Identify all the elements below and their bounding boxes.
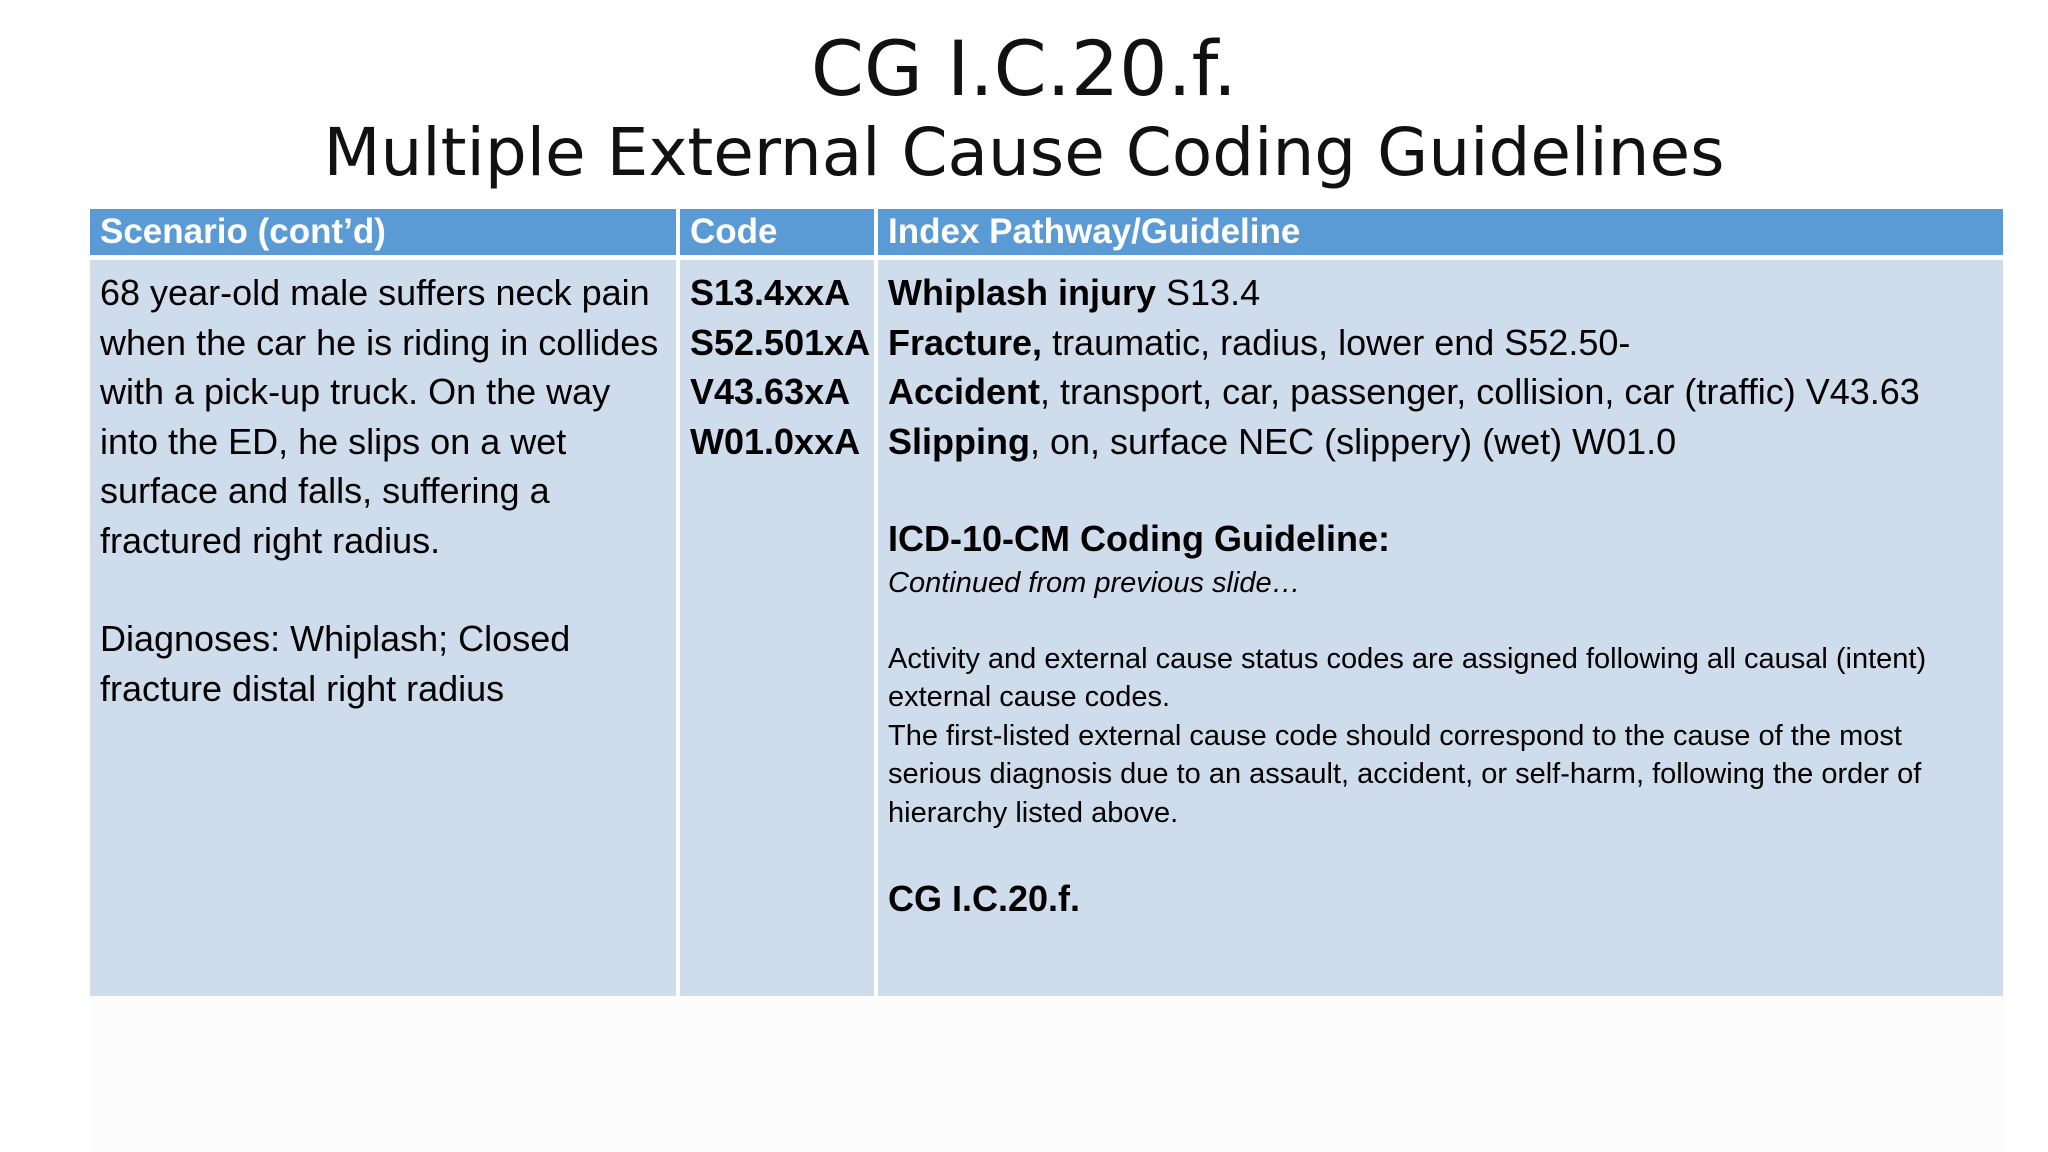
pathway-term: Fracture, — [888, 321, 1043, 363]
pathway-term: Accident — [888, 371, 1041, 412]
pathway-item — [888, 318, 1993, 368]
guideline-paragraph: Activity and external cause status codes are assigned following all causal (intent) external cause codes. — [888, 642, 1927, 713]
pathway-detail: S13.4 — [1156, 272, 1261, 313]
pathway-term: Whiplash injury — [888, 272, 1157, 313]
pathway-item — [888, 417, 1993, 467]
pathway-item — [888, 367, 1993, 417]
header-pathway: Index Pathway/Guideline — [876, 209, 2003, 258]
guideline-continued-note: Continued from previous slide… — [888, 566, 1301, 599]
code-cell — [678, 258, 876, 997]
header-code: Code — [678, 209, 876, 258]
pathway-detail: , on, surface NEC (slippery) (wet) W01.0 — [1029, 420, 1677, 462]
code-item: S13.4xxA — [690, 272, 851, 313]
header-scenario: Scenario (cont’d) — [90, 209, 678, 258]
guideline-reference: CG I.C.20.f. — [888, 878, 1081, 919]
scenario-cell — [90, 258, 678, 997]
pathway-detail: , transport, car, passenger, collision, car (traffic) V43.63 — [1040, 371, 1920, 412]
coding-guideline-table — [90, 209, 2003, 996]
code-item: W01.0xxA — [690, 420, 861, 462]
code-item: S52.501xA — [690, 321, 871, 363]
guideline-body — [888, 640, 1993, 833]
pathway-item — [888, 268, 1993, 318]
slide-footer-area — [90, 990, 2003, 1152]
pathway-detail: traumatic, radius, lower end S52.50- — [1042, 321, 1631, 363]
guideline-paragraph: The first-listed external cause code should correspond to the cause of the most serious diagnosis due to an assault, accident, or self-harm, following the order of hierarchy listed above. — [888, 719, 1922, 829]
pathway-cell — [876, 258, 2003, 997]
slide-title: CG I.C.20.f. — [810, 24, 1238, 113]
pathway-term: Slipping — [888, 420, 1030, 462]
scenario-description: 68 year-old male suffers neck pain when the car he is riding in collides with a pick-up truck. On the way into the ED, he slips on a wet surface and falls, suffering a fractured right radius. — [100, 272, 659, 561]
slide-subtitle: Multiple External Cause Coding Guidelines — [323, 114, 1725, 191]
guideline-heading: ICD-10-CM Coding Guideline: — [888, 518, 1390, 559]
code-item: V43.63xA — [690, 371, 851, 412]
table-row — [90, 258, 2003, 997]
scenario-diagnoses: Diagnoses: Whiplash; Closed fracture distal right radius — [100, 618, 571, 709]
table-header-row — [90, 209, 2003, 258]
